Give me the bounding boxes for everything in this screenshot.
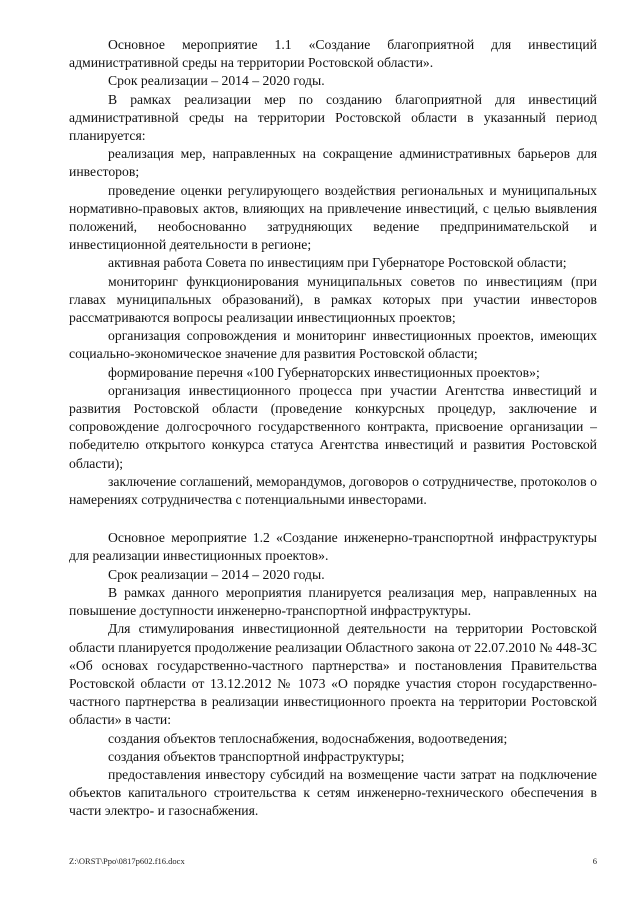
section-2-law: Для стимулирования инвестиционной деятельности на территории Ростовской области планируется продолжение реализации Областного закона от 22.07.2010 № 448-ЗС «Об основах государственно-частного партнерства» и постановления Правительства Ростовской области от 13.12.2012 № 1073 «О порядке участия сторон государственно-частного партнерства в реализации инвестиционного проекта на территории Ростовской области» в части: bbox=[69, 621, 597, 728]
section-1-item: активная работа Совета по инвестициям при Губернаторе Ростовской области; bbox=[108, 255, 567, 271]
section-2-title: Основное мероприятие 1.2 «Создание инженерно-транспортной инфраструктуры для реализации инвестиционных проектов». bbox=[69, 530, 597, 564]
section-2-term: Срок реализации – 2014 – 2020 годы. bbox=[108, 566, 325, 582]
section-1-item: реализация мер, направленных на сокращение административных барьеров для инвесторов; bbox=[69, 146, 597, 180]
file-path: Z:\ORST\Ppo\0817p602.f16.docx bbox=[69, 856, 185, 866]
section-1-item: заключение соглашений, меморандумов, договоров о сотрудничестве, протоколов о намерениях сотрудничества с потенциальными инвесторами. bbox=[69, 473, 597, 508]
section-1-term: Срок реализации – 2014 – 2020 годы. bbox=[108, 73, 325, 89]
section-1-item: организация инвестиционного процесса при участии Агентства инвестиций и развития Ростовской области (проведение конкурсных процедур, заключение и сопровождение долгосрочного государственного контракта, присвоение организации – победителю открытого конкурса статуса Агентства инвестиций и развития Ростовской области); bbox=[69, 382, 597, 471]
section-divider bbox=[69, 509, 597, 529]
document-page bbox=[69, 36, 597, 821]
page-footer bbox=[69, 856, 597, 866]
section-1-title: Основное мероприятие 1.1 «Создание благоприятной для инвестиций административной среды на территории Ростовской области». bbox=[69, 37, 597, 71]
section-2-item: создания объектов транспортной инфраструктуры; bbox=[108, 748, 405, 764]
page-number: 6 bbox=[592, 856, 597, 866]
section-1-item: формирование перечня «100 Губернаторских инвестиционных проектов»; bbox=[108, 364, 540, 380]
section-2-item: предоставления инвестору субсидий на возмещение части затрат на подключение объектов капитального строительства к сетям инженерно-технического обеспечения в части электро- и газоснабжения. bbox=[69, 766, 597, 819]
section-1-item: проведение оценки регулирующего воздействия региональных и муниципальных нормативно-правовых актов, влияющих на привлечение инвестиций, с целью выявления положений, необоснованно затрудняющих ведение предпринимательской и инвестиционной деятельности в регионе; bbox=[69, 182, 597, 253]
section-1-intro: В рамках реализации мер по созданию благоприятной для инвестиций административной среды на территории Ростовской области в указанный период планируется: bbox=[69, 91, 597, 144]
section-2-item: создания объектов теплоснабжения, водоснабжения, водоотведения; bbox=[108, 730, 508, 746]
section-1-item: организация сопровождения и мониторинг инвестиционных проектов, имеющих социально-экономическое значение для развития Ростовской области; bbox=[69, 328, 597, 362]
section-1-item: мониторинг функционирования муниципальных советов по инвестициям (при главах муниципальных образований), в рамках которых при участии инвесторов рассматриваются вопросы реализации инвестиционных проектов; bbox=[69, 273, 597, 326]
section-2-intro: В рамках данного мероприятия планируется реализация мер, направленных на повышение доступности инженерно-транспортной инфраструктуры. bbox=[69, 584, 597, 619]
